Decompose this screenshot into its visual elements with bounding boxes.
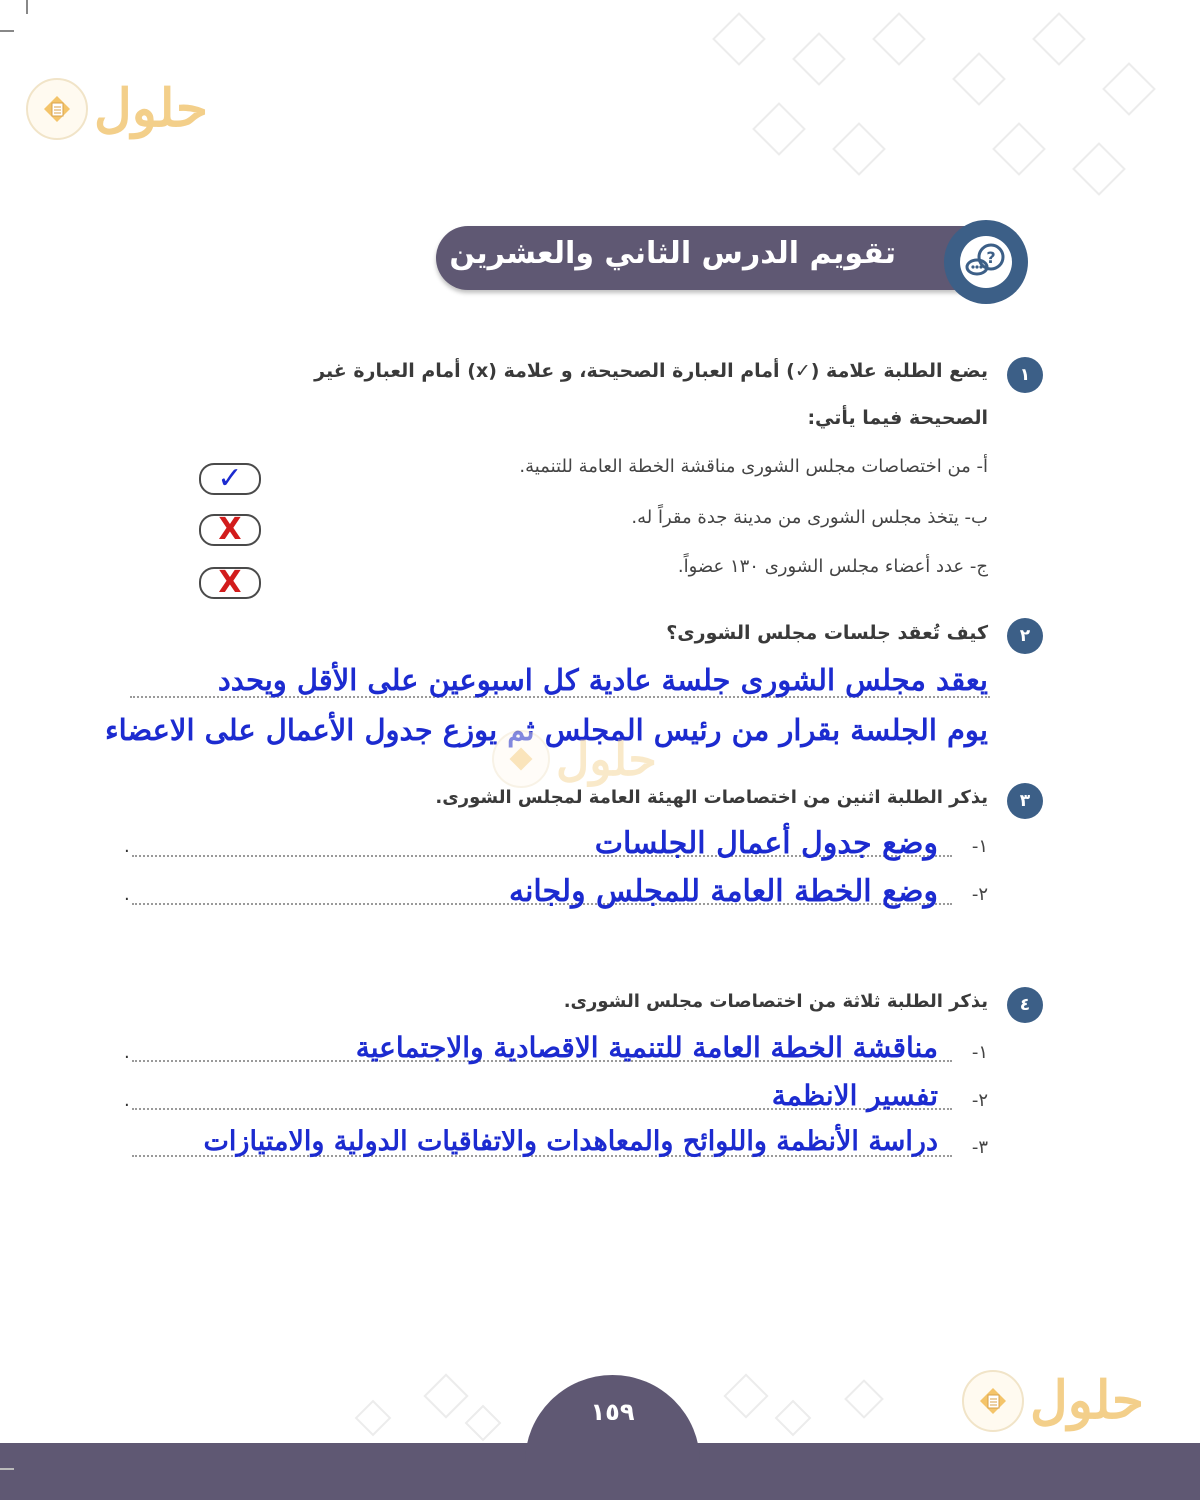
question-1-line-1: يضع الطلبة علامة (✓) أمام العبارة الصحيحة، و علامة (x) أمام العبارة غير <box>314 360 988 382</box>
answer-box-c <box>199 567 261 599</box>
answer-number: ٢- <box>971 1090 988 1111</box>
svg-text:?: ? <box>986 248 996 267</box>
question-number-3: ٣ <box>1007 783 1043 819</box>
book-icon <box>962 1370 1024 1432</box>
logo-text: حلول <box>556 732 657 786</box>
page-number: ١٥٩ <box>590 1398 635 1426</box>
logo-bottom <box>962 1370 1144 1432</box>
question-bubble-icon <box>944 220 1028 304</box>
question-number-2: ٢ <box>1007 618 1043 654</box>
logo-watermark <box>492 730 657 788</box>
crop-mark <box>0 1468 14 1470</box>
line-end-dot: . <box>124 1042 130 1063</box>
book-icon <box>26 78 88 140</box>
line-end-dot: . <box>124 1090 130 1111</box>
answer-box-a <box>199 463 261 495</box>
checkmark-icon: ✓ <box>217 461 243 496</box>
answer-number: ١- <box>971 1042 988 1063</box>
question-1-line-2: الصحيحة فيما يأتي: <box>807 407 988 429</box>
page-number-tab <box>525 1375 700 1485</box>
logo-text: حلول <box>1030 1370 1145 1431</box>
line-end-dot: . <box>124 836 130 857</box>
book-icon <box>492 730 550 788</box>
answer-number: ٢- <box>971 884 988 905</box>
statement-b: ب- يتخذ مجلس الشورى من مدينة جدة مقراً له. <box>631 507 988 528</box>
question-number-1: ١ <box>1007 357 1043 393</box>
statement-c: ج- عدد أعضاء مجلس الشورى ١٣٠ عضواً. <box>677 556 988 577</box>
question-3-text: يذكر الطلبة اثنين من اختصاصات الهيئة العامة لمجلس الشورى. <box>435 787 988 808</box>
answer-4-3: دراسة الأنظمة واللوائح والمعاهدات والاتفاقيات الدولية والامتيازات <box>203 1126 938 1157</box>
question-2-text: كيف تُعقد جلسات مجلس الشورى؟ <box>666 622 988 644</box>
question-number-4: ٤ <box>1007 987 1043 1023</box>
logo-text: حلول <box>94 78 209 139</box>
answer-2-line-2: يوم الجلسة بقرار من رئيس المجلس ثم يوزع جدول الأعمال على الاعضاء <box>105 713 988 747</box>
cross-icon: X <box>218 512 242 547</box>
answer-number: ٣- <box>971 1137 988 1158</box>
answer-4-2: تفسير الانظمة <box>771 1079 938 1112</box>
answer-2-line-1: يعقد مجلس الشورى جلسة عادية كل اسبوعين على الأقل ويحدد <box>217 663 988 697</box>
answer-4-1: مناقشة الخطة العامة للتنمية الاقصادية والاجتماعية <box>355 1031 938 1064</box>
answer-3-2: وضع الخطة العامة للمجلس ولجانه <box>508 874 938 909</box>
lesson-evaluation-header <box>436 226 996 290</box>
crop-mark <box>0 30 14 32</box>
answer-3-1: وضع جدول أعمال الجلسات <box>594 826 938 861</box>
answer-number: ١- <box>971 836 988 857</box>
page-title: تقويم الدرس الثاني والعشرين <box>449 236 896 271</box>
statement-a: أ- من اختصاصات مجلس الشورى مناقشة الخطة العامة للتنمية. <box>519 456 988 477</box>
logo-top <box>26 78 208 140</box>
crop-mark <box>26 0 28 14</box>
question-4-text: يذكر الطلبة ثلاثة من اختصاصات مجلس الشورى. <box>563 991 988 1012</box>
cross-icon: X <box>218 565 242 600</box>
line-end-dot: . <box>124 884 130 905</box>
answer-box-b <box>199 514 261 546</box>
